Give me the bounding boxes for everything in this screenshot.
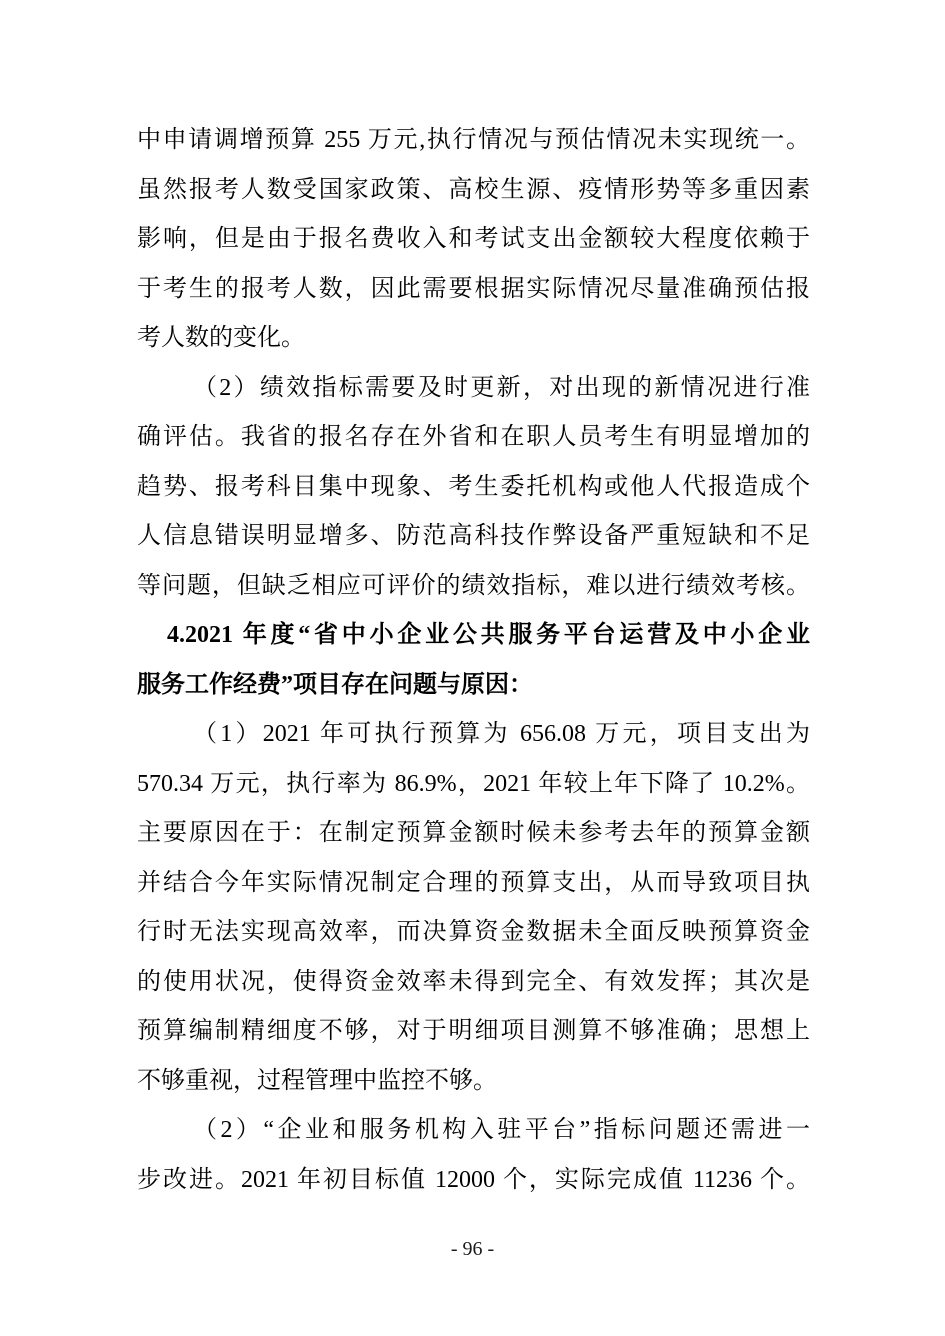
text-line: 的使用状况，使得资金效率未得到完全、有效发挥；其次是 [137, 968, 810, 995]
text-line: 步改进。2021 年初目标值 12000 个，实际完成值 11236 个。 [137, 1166, 810, 1193]
text-line: 虽然报考人数受国家政策、高校生源、疫情形势等多重因素 [137, 176, 810, 203]
text-line: 中申请调增预算 255 万元,执行情况与预估情况未实现统一。 [137, 127, 810, 153]
paragraph-section4-point2 [137, 1106, 810, 1205]
paragraph-continuation [137, 116, 810, 364]
text-line: 主要原因在于：在制定预算金额时候未参考去年的预算金额 [137, 820, 810, 846]
text-line: （2）“企业和服务机构入驻平台”指标问题还需进一 [193, 1117, 810, 1143]
paragraph-section4-point1 [137, 710, 810, 1106]
heading-line: 服务工作经费”项目存在问题与原因： [137, 671, 533, 698]
text-line: 人信息错误明显增多、防范高科技作弊设备严重短缺和不足 [137, 523, 810, 549]
text-line: 570.34 万元，执行率为 86.9%，2021 年较上年下降了 10.2%。 [137, 770, 810, 797]
text-line: 于考生的报考人数，因此需要根据实际情况尽量准确预估报 [137, 275, 810, 302]
text-line: 趋势、报考科目集中现象、考生委托机构或他人代报造成个 [137, 473, 810, 500]
section-4-heading [137, 611, 810, 710]
text-line: 确评估。我省的报名存在外省和在职人员考生有明显增加的 [137, 424, 810, 450]
text-line: 等问题，但缺乏相应可评价的绩效指标，难以进行绩效考核。 [137, 572, 810, 599]
text-block [137, 116, 810, 1205]
heading-line: 4.2021 年度“省中小企业公共服务平台运营及中小企业 [167, 622, 810, 648]
text-line: 考人数的变化。 [137, 325, 305, 351]
text-line: 影响，但是由于报名费收入和考试支出金额较大程度依赖于 [137, 226, 810, 252]
text-line: （1）2021 年可执行预算为 656.08 万元，项目支出为 [193, 721, 810, 747]
text-line: 预算编制精细度不够，对于明细项目测算不够准确；思想上 [137, 1018, 810, 1044]
text-line: （2）绩效指标需要及时更新，对出现的新情况进行准 [193, 374, 810, 401]
text-line: 行时无法实现高效率，而决算资金数据未全面反映预算资金 [137, 919, 810, 945]
paragraph-performance-indicators [137, 364, 810, 612]
text-line: 并结合今年实际情况制定合理的预算支出，从而导致项目执 [137, 869, 810, 896]
page-number: - 96 - [450, 1238, 495, 1260]
text-line: 不够重视，过程管理中监控不够。 [137, 1067, 497, 1094]
